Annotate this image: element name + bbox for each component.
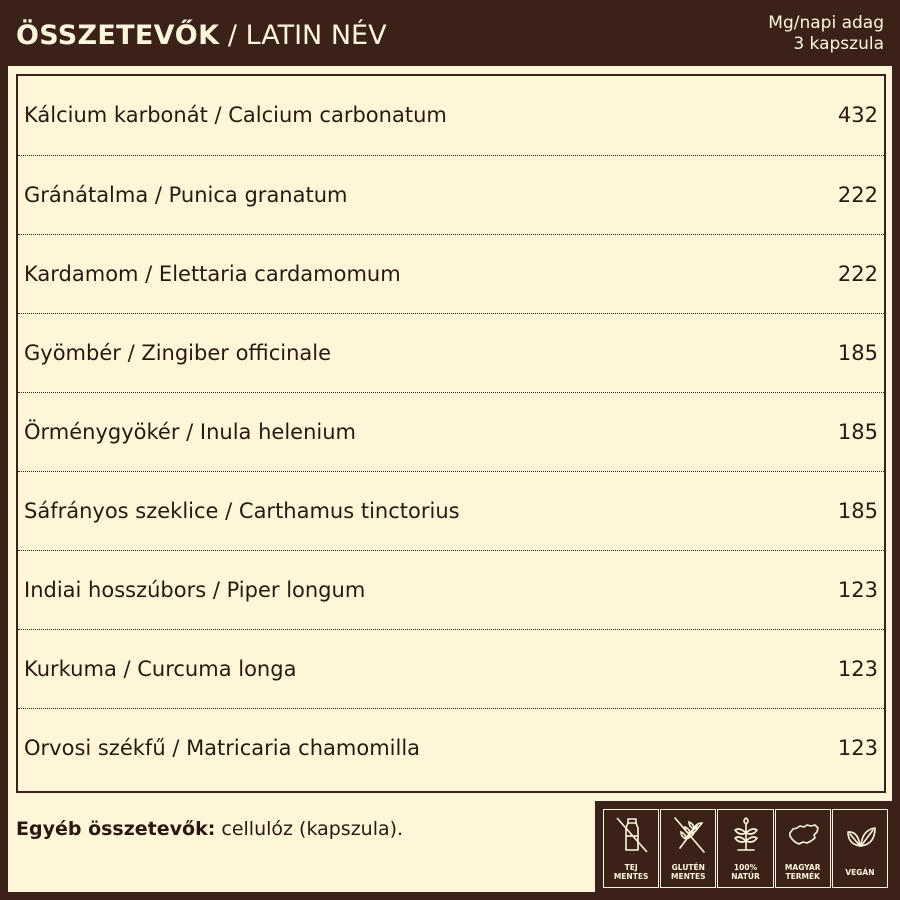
hungary-map-icon xyxy=(787,816,821,854)
page-title xyxy=(16,16,387,56)
ingredient-name: Gránátalma / Punica granatum xyxy=(24,183,348,207)
other-ingredients-label: Egyéb összetevők: xyxy=(16,818,216,840)
wheat-crossed-icon xyxy=(672,816,706,854)
ingredient-amount: 185 xyxy=(837,499,878,523)
table-row xyxy=(18,629,884,709)
table-row xyxy=(18,471,884,551)
milk-bottle-crossed-icon xyxy=(615,816,649,854)
badge-label-line1: TEJ xyxy=(624,863,638,872)
ingredient-name: Örménygyökér / Inula helenium xyxy=(24,420,356,444)
ingredient-amount: 432 xyxy=(837,103,878,127)
badge-hungarian-product xyxy=(775,809,831,888)
badge-dairy-free xyxy=(603,809,659,888)
badge-label-line2: NATÚR xyxy=(731,872,760,881)
table-row xyxy=(18,76,884,155)
ingredient-name: Gyömbér / Zingiber officinale xyxy=(24,341,332,365)
table-row xyxy=(18,550,884,630)
badge-label-line2: MENTES xyxy=(613,872,649,881)
ingredient-amount: 185 xyxy=(837,341,878,365)
amount-column-header xyxy=(768,13,884,55)
badge-label-line1: GLUTÉN xyxy=(671,863,705,872)
table-row xyxy=(18,392,884,472)
header xyxy=(0,0,900,66)
ingredient-name: Kálcium karbonát / Calcium carbonatum xyxy=(24,103,447,127)
badge-label-line1: VEGÁN xyxy=(845,868,875,877)
ingredient-amount: 222 xyxy=(837,262,878,286)
other-ingredients-value: cellulóz (kapszula). xyxy=(221,818,404,840)
content-panel xyxy=(8,66,892,892)
badge-strip xyxy=(595,801,892,892)
badge-label-line1: MAGYAR xyxy=(784,863,821,872)
title-latin-name: / LATIN NÉV xyxy=(227,20,387,51)
leaf-icon xyxy=(844,816,878,854)
ingredient-name: Orvosi székfű / Matricaria chamomilla xyxy=(24,736,421,760)
badge-gluten-free xyxy=(660,809,716,888)
ingredient-name: Indiai hosszúbors / Piper longum xyxy=(24,578,366,602)
badge-vegan xyxy=(832,809,888,888)
title-ingredients: ÖSSZETEVŐK xyxy=(16,20,220,51)
other-ingredients xyxy=(16,818,403,840)
table-row xyxy=(18,234,884,314)
amount-header-line1: Mg/napi adag xyxy=(768,13,884,33)
ingredient-amount: 123 xyxy=(837,657,878,681)
badge-natural xyxy=(717,809,773,888)
amount-header-line2: 3 kapszula xyxy=(793,34,884,54)
badge-label-line2: TERMÉK xyxy=(785,872,820,881)
ingredient-amount: 123 xyxy=(837,736,878,760)
ingredient-amount: 123 xyxy=(837,578,878,602)
ingredient-name: Kurkuma / Curcuma longa xyxy=(24,657,297,681)
table-row xyxy=(18,708,884,788)
table-row xyxy=(18,313,884,393)
badge-label-line1: 100% xyxy=(733,863,758,872)
table-row xyxy=(18,155,884,235)
badge-label-line2: MENTES xyxy=(671,872,706,881)
ingredient-amount: 185 xyxy=(837,420,878,444)
ingredient-amount: 222 xyxy=(837,183,878,207)
ingredient-name: Kardamom / Elettaria cardamomum xyxy=(24,262,401,286)
sprout-icon xyxy=(729,816,763,854)
ingredient-name: Sáfrányos szeklice / Carthamus tinctorius xyxy=(24,499,460,523)
ingredients-table xyxy=(16,74,886,793)
